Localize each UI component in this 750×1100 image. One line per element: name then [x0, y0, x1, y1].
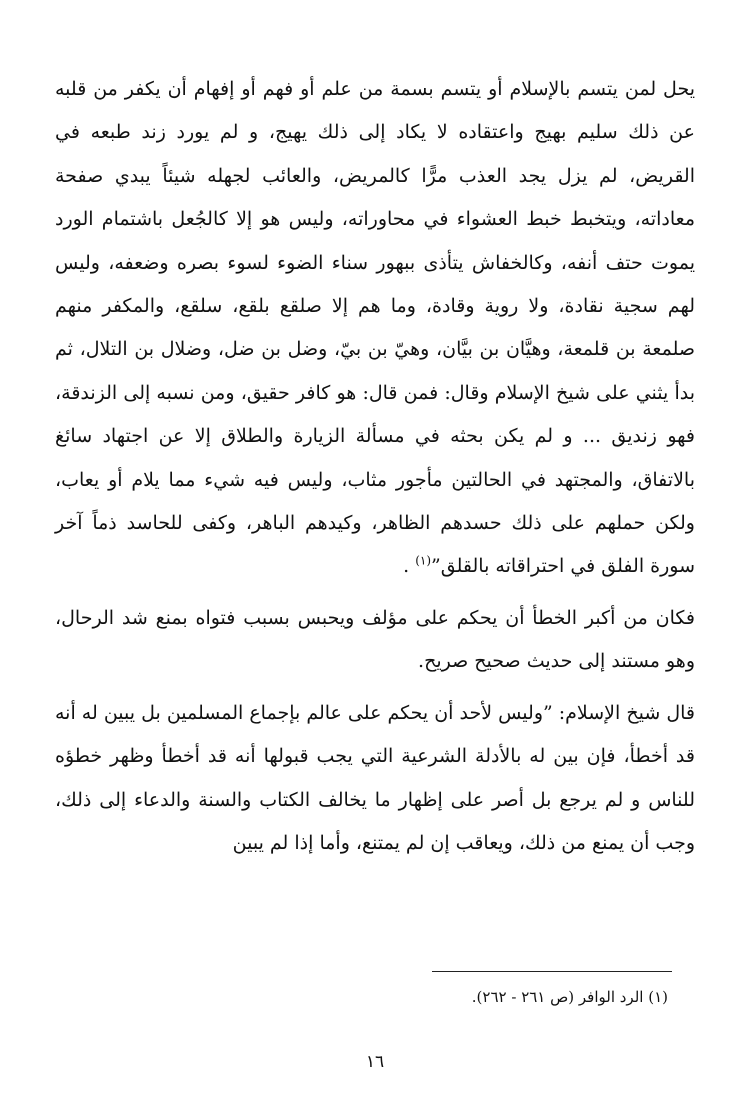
paragraph-quote — [55, 68, 695, 589]
body-text — [55, 68, 695, 865]
footnote-divider — [432, 971, 672, 972]
page-number: ١٦ — [365, 1052, 385, 1072]
paragraph-end-mark: . — [403, 555, 416, 578]
paragraph-error: فكان من أكبر الخطأ أن يحكم على مؤلف ويحبس بسبب فتواه بمنع شد الرحال، وهو مستند إلى حديث صحيح صريح. — [55, 606, 695, 673]
footnote-marker: (١) — [415, 554, 432, 569]
paragraph-sheikh-quote: قال شيخ الإسلام: ”وليس لأحد أن يحكم على عالم بإجماع المسلمين بل يبين له أنه قد أخطأ، فإن بين له بالأدلة الشرعية التي يجب قبولها أنه قد أخطأ وظهر خطؤه للناس و لم يرجع بل أصر على إظهار ما يخالف الكتاب والسنة والدعاء إلى ذلك، وجب أن يمنع من ذلك، ويعاقب إن لم يمتنع، وأما إذا لم يبين — [55, 701, 695, 854]
footnote: (١) الرد الوافر (ص ٢٦١ - ٢٦٢). — [471, 988, 668, 1006]
paragraph-quote-text: يحل لمن يتسم بالإسلام أو يتسم بسمة من علم أو فهم أو إفهام أن يكفر من قلبه عن ذلك سليم بهيج واعتقاده لا يكاد إلى ذلك يهيج، و لم يورد زند طبعه في القريض، لم يزل يجد العذب مرًّا كالمريض، والعائب لجهله شيئاً يبدي صفحة معاداته، ويتخبط خبط العشواء في محاوراته، وليس هو إلا كالجُعل باشتمام الورد يموت حتف أنفه، وكالخفاش يتأذى ببهور سناء الضوء لسوء بصره وضعفه، وليس لهم سجية نقادة، ولا روية وقادة، وما هم إلا صلقع بلقع، سلقع، والمكفر منهم صلمعة بن قلمعة، وهيَّان بن بيَّان، وهيّ بن بيّ، وضل بن ضل، وضلال بن التلال، ثم بدأ يثني على شيخ الإسلام وقال: فمن قال: هو كافر حقيق، ومن نسبه إلى الزندقة، فهو زنديق ... و لم يكن بحثه في مسألة الزيارة والطلاق إلا عن اجتهاد سائغ بالاتفاق، والمجتهد في الحالتين مأجور مثاب، وليس فيه شيء مما يلام أو يعاب، ولكن حملهم على ذلك حسدهم الظاهر، وكيدهم الباهر، وكفى للحاسد ذماً آخر سورة الفلق في احتراقاته بالقلق” — [55, 78, 695, 578]
